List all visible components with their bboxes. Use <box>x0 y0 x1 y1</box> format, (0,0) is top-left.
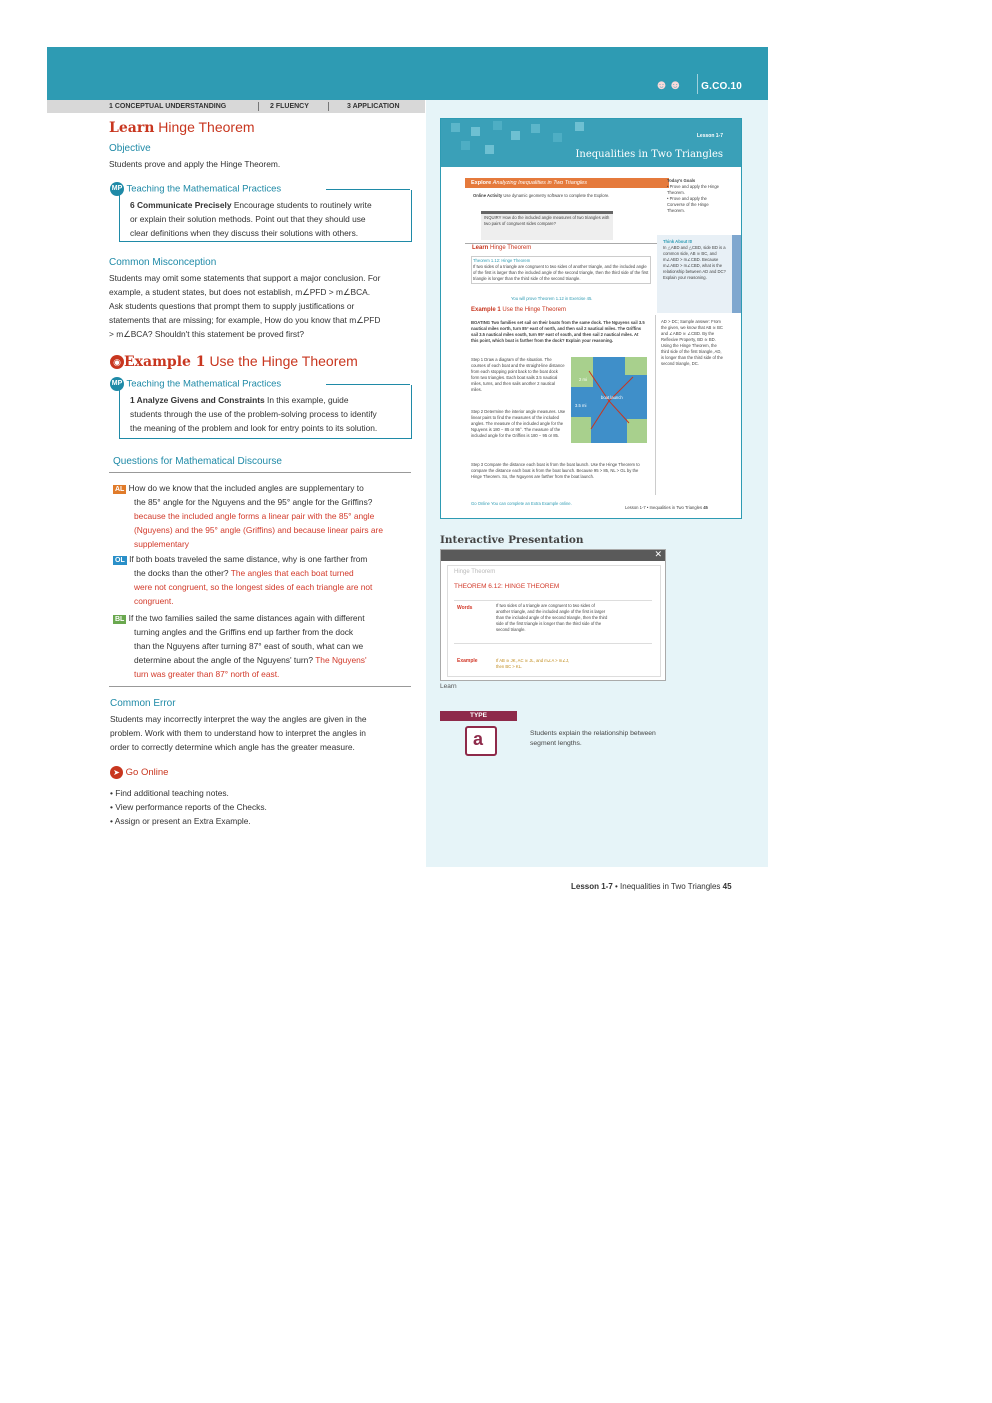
question-line: determine about the angle of the Nguyens' turn? <box>134 655 313 665</box>
type-description <box>530 729 656 749</box>
pattern-square <box>471 127 480 136</box>
mp-body-1 <box>130 198 408 240</box>
text-line: Students explain the relationship between <box>530 730 656 737</box>
page-footer: Lesson 1-7 • Inequalities in Two Triangles 45 <box>571 882 732 891</box>
thumb-think-panel <box>657 235 741 313</box>
top-banner <box>47 47 768 100</box>
text-line: order to correctly determine which angle has the greater measure. <box>110 742 355 752</box>
pattern-square <box>575 122 584 131</box>
answer-line: congruent. <box>134 596 174 606</box>
banner-divider <box>697 74 698 94</box>
thumb-sample: AD > DC; Sample answer: From the given, we know that AB ≅ BC and ∠ABD ≅ ∠CBD. By the Reflexive Property, BD ≅ BD. Using the Hinge Theorem, the third side of the first triangle, AD, is longer than the third side of the second triangle, DC. <box>661 319 723 366</box>
mp-line: the meaning of the problem and look for entry points to its solution. <box>130 423 378 433</box>
people-icon: ☻☻ <box>654 77 682 92</box>
pattern-square <box>511 131 520 140</box>
words-row <box>454 600 652 644</box>
thumb-step1: Step 1 Draw a diagram of the situation. The courses of each boat and the straight-line distance from each stopping point back to the boat dock form two triangles. Each boat sails 3.5 nautical miles, turns, and then sails another 2 nautical miles. <box>471 357 565 392</box>
thumb-side-tab <box>732 235 741 313</box>
pattern-square <box>493 121 502 130</box>
discourse-item-ol <box>113 552 413 608</box>
text-line: example, a student states, but does not establish, m∠PFD > m∠BCA. <box>109 287 371 297</box>
tab-conceptual: 1 CONCEPTUAL UNDERSTANDING <box>109 103 227 110</box>
thumb-online-label: Online Activity <box>473 193 503 198</box>
text-line: side of the first triangle is longer than the third side of the <box>496 621 602 626</box>
text-line: Students may omit some statements that support a major conclusion. For <box>109 273 381 283</box>
learn-heading <box>109 119 255 136</box>
answer-line: turn was greater than 87° north of east. <box>134 669 280 679</box>
student-page-thumbnail <box>440 118 742 519</box>
map-distance: 2 mi <box>579 377 587 382</box>
thumb-column-rule <box>655 315 656 495</box>
text-line: another triangle, and the included angle of the first is larger <box>496 609 606 614</box>
thumb-footer <box>625 505 708 511</box>
text-line: segment lengths. <box>530 740 582 747</box>
text-line: then BC > KL. <box>496 664 523 669</box>
question-line: the 85° angle for the Nguyens and the 95° angle for the Griffins? <box>134 497 373 507</box>
type-label: TYPE <box>440 711 517 721</box>
thumb-header <box>441 119 741 167</box>
example-text <box>496 658 652 670</box>
answer-line: supplementary <box>134 539 189 549</box>
question-line: the docks than the other? <box>134 568 229 578</box>
thumb-boating: BOATING Two families set sail on their boats from the same dock. The Nguyens sail 3.5 nautical miles north, turn 85° east of north, and then sail 2 nautical miles. The Griffins sail 3.5 nautical miles south, turn 95° east of south, and then sail 2 nautical miles. At this point, which boat is farther from the dock? Explain your reasoning. <box>471 320 645 343</box>
thumb-learn-title: Hinge Theorem <box>490 245 532 251</box>
thumb-explore-label: Explore <box>471 180 492 186</box>
mp-heading-text: Teaching the Mathematical Practices <box>126 378 282 390</box>
misconception-heading: Common Misconception <box>109 257 217 268</box>
cursor-icon: ➤ <box>110 766 123 779</box>
go-online-label: Go Online <box>125 767 169 778</box>
text-line: > m∠BCA? Shouldn't this statement be proved first? <box>109 329 305 339</box>
text-line: If two sides of a triangle are congruent to two sides of <box>496 603 595 608</box>
thumb-inquiry: INQUIRY How do the included angle measures of two triangles with two pairs of congruent sides compare? <box>481 211 613 240</box>
question-line: If both boats traveled the same distance, why is one farther from <box>129 554 368 564</box>
discourse-heading: Questions for Mathematical Discourse <box>113 456 282 467</box>
answer-inline: The Nguyens' <box>315 655 367 665</box>
thumb-theorem-title: Theorem 1.12: Hinge Theorem <box>473 258 531 263</box>
thumb-title: Inequalities in Two Triangles <box>575 149 723 160</box>
globe-icon: ◉ <box>110 355 124 369</box>
thumb-footer-text: Lesson 1-7 • Inequalities in Two Triangles <box>625 505 703 510</box>
example-label: Example 1 <box>124 354 206 370</box>
question-line: How do we know that the included angles are supplementary to <box>128 483 364 493</box>
mp-heading-text: Teaching the Mathematical Practices <box>126 183 282 195</box>
type-icon <box>465 726 497 756</box>
discourse-item-al <box>113 481 413 551</box>
list-item: • View performance reports of the Checks. <box>110 802 267 812</box>
standard-code: G.CO.10 <box>701 81 742 92</box>
thumb-theorem-text: If two sides of a triangle are congruent to two sides of another triangle, and the included angle of the first is larger than the included angle of the second triangle, then the third side of the first triangle is longer than the third side of the second triangle. <box>473 264 649 281</box>
footer-title: Inequalities in Two Triangles <box>620 882 721 891</box>
mp-lead: 1 Analyze Givens and Constraints <box>130 395 265 405</box>
type-icon-letter: a <box>473 729 484 749</box>
answer-inline: The angles that each boat turned <box>230 568 354 578</box>
mp-line: In this example, guide <box>267 395 349 405</box>
thumb-prove-note: You will prove Theorem 1.12 in Exercise 45. <box>511 296 593 301</box>
map-label: boat launch <box>601 395 623 400</box>
learn-label: Learn <box>109 120 155 136</box>
rigor-tabs <box>47 100 425 113</box>
thumb-online <box>473 193 641 199</box>
common-error-heading: Common Error <box>110 698 176 709</box>
thumb-footer-page: 45 <box>703 505 708 510</box>
question-line: than the Nguyens after turning 87° east of south, what can we <box>134 641 364 651</box>
thumb-think-text: In △ABD and △CBD, side BD is a common side, AB ≅ BC, and m∠ABD > m∠CBD. Because m∠ABD > m∠CBD, what is the relationship between AD and DC? Explain your reasoning. <box>663 245 726 280</box>
example-title: Use the Hinge Theorem <box>209 353 358 369</box>
words-text <box>496 603 652 633</box>
page-number: 45 <box>722 882 732 891</box>
answer-line: because the included angle forms a linear pair with the 85° angle <box>134 511 375 521</box>
text-line: Ask students questions that prompt them to supply justifications or <box>109 301 355 311</box>
thumb-online-text: Use dynamic geometry software to complete the Explore. <box>503 193 610 198</box>
pattern-square <box>553 133 562 142</box>
answer-line: (Nguyens) and the 95° angle (Griffins) and because linear pairs are <box>134 525 384 535</box>
pattern-square <box>461 141 470 150</box>
text-line: statements that are missing; for example, How do you know that m∠PFD <box>109 315 381 325</box>
example-label: Example <box>457 658 478 664</box>
pattern-square <box>531 124 540 133</box>
thumb-goal: • Prove and apply the Hinge Theorem. <box>667 184 719 195</box>
question-line: turning angles and the Griffins end up farther from the dock <box>134 627 354 637</box>
answer-line: were not congruent, so the longest sides of each triangle are not <box>134 582 373 592</box>
thumb-go-online: Go Online You can complete an Extra Example online. <box>471 501 572 506</box>
pattern-square <box>485 145 494 154</box>
al-badge: AL <box>115 486 125 493</box>
tab-divider <box>328 102 329 111</box>
text-line: If AB ≅ JK, AC ≅ JL, and m∠A > m∠J, <box>496 658 570 663</box>
ol-badge: OL <box>115 557 125 564</box>
thumb-goal: • Prove and apply the Converse of the Hinge Theorem. <box>667 196 709 213</box>
tab-divider <box>258 102 259 111</box>
thumb-divider <box>465 243 657 244</box>
mp-badge: MP <box>110 182 124 196</box>
thumb-step3: Step 3 Compare the distance each boat is from the boat launch. Use the Hinge Theorem to compare the distance each boat is from the boat launch. Because 95 > 85, NL > GL by the Hinge Theorem. So, the Nguyens are farther from the boat launch. <box>471 462 640 479</box>
question-line: If the two families sailed the same distances again with different <box>128 613 365 623</box>
pattern-square <box>451 123 460 132</box>
mp-line: or explain their solution methods. Point out that they should use <box>130 214 366 224</box>
text-line: than the included angle of the second triangle, then the third <box>496 615 608 620</box>
mp-body-2 <box>130 393 408 435</box>
thumb-explore-title: Analyzing Inequalities in Two Triangles <box>492 180 587 186</box>
thumb-example <box>471 307 566 313</box>
thumb-goals-heading: Today's Goals <box>667 178 696 183</box>
slide-title: Hinge Theorem <box>454 569 496 575</box>
thumb-learn-label: Learn <box>472 245 489 251</box>
thumb-explore-bar <box>465 178 669 188</box>
thumb-think <box>663 239 727 281</box>
thumb-lesson: Lesson 1-7 <box>696 133 723 139</box>
discourse-item-bl <box>113 611 413 681</box>
tab-fluency: 2 FLUENCY <box>270 103 309 110</box>
divider <box>109 472 411 473</box>
objective-text: Students prove and apply the Hinge Theorem. <box>109 159 281 169</box>
go-online-list <box>110 786 267 828</box>
example-heading <box>110 353 358 370</box>
slide-theorem-heading: THEOREM 6.12: HINGE THEOREM <box>454 583 560 590</box>
window-titlebar <box>441 550 665 561</box>
interactive-presentation-title: Interactive Presentation <box>440 534 584 546</box>
thumb-map <box>571 357 647 443</box>
words-label: Words <box>457 605 473 611</box>
list-item: • Assign or present an Extra Example. <box>110 816 251 826</box>
common-error-text <box>110 712 420 754</box>
tab-application: 3 APPLICATION <box>347 103 400 110</box>
thumb-example-title: Use the Hinge Theorem <box>502 307 566 313</box>
thumb-goals <box>667 178 719 214</box>
text-line: Students may incorrectly interpret the way the angles are given in the <box>110 714 367 724</box>
objective-heading: Objective <box>109 143 151 154</box>
map-distance: 3.5 mi <box>575 403 587 408</box>
mp-line: Encourage students to routinely write <box>233 200 372 210</box>
mp-box-2 <box>119 385 412 439</box>
thumb-step2: Step 2 Determine the interior angle measures. Use linear pairs to find the measures of the included angles. The measure of the included angle for the Nguyens is 180 − 85 or 95°. The measure of the included angle for the Griffins is 180 − 95 or 85. <box>471 409 566 438</box>
thumb-theorem <box>471 256 651 284</box>
misconception-text <box>109 271 421 341</box>
close-icon[interactable]: ✕ <box>654 549 662 559</box>
thumb-example-label: Example 1 <box>471 307 501 313</box>
thumb-think-heading: Think About It! <box>663 239 693 244</box>
mp-lead: 6 Communicate Precisely <box>130 200 232 210</box>
text-line: problem. Work with them to understand how to interpret the angles in <box>110 728 366 738</box>
mp-line: students through the use of the problem-solving process to identify <box>130 409 377 419</box>
interactive-window <box>440 549 666 681</box>
slide <box>447 565 661 677</box>
footer-lesson: Lesson 1-7 <box>571 882 613 891</box>
go-online-heading <box>110 766 168 779</box>
mp-badge: MP <box>110 377 124 391</box>
learn-title: Hinge Theorem <box>158 119 255 135</box>
mp-box-1 <box>119 190 412 242</box>
bl-badge: BL <box>115 616 125 623</box>
text-line: second triangle. <box>496 627 526 632</box>
list-item: • Find additional teaching notes. <box>110 788 229 798</box>
divider <box>109 686 411 687</box>
thumb-learn <box>472 245 531 251</box>
slide-caption: Learn <box>440 683 457 690</box>
mp-line: clear definitions when they discuss their solutions with others. <box>130 228 359 238</box>
